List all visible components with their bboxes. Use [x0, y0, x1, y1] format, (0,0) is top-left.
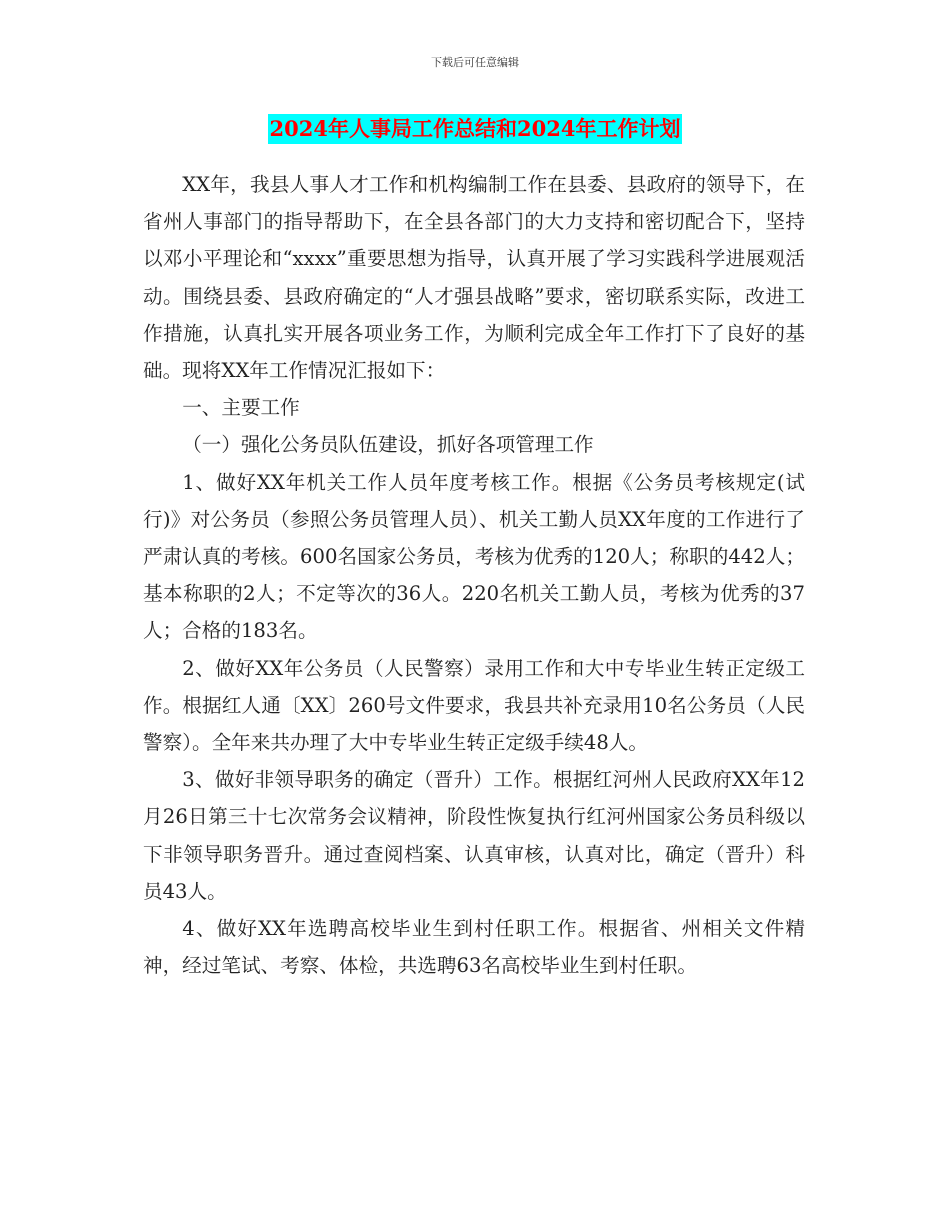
- paragraph-item-3: 3、做好非领导职务的确定（晋升）工作。根据红河州人民政府XX年12月26日第三十七次常务会议精神，阶段性恢复执行红河州国家公务员科级以下非领导职务晋升。通过查阅档案、认真审核，认真对比，确定（晋升）科员43人。: [143, 768, 805, 903]
- paragraph-intro: XX年，我县人事人才工作和机构编制工作在县委、县政府的领导下，在省州人事部门的指导帮助下，在全县各部门的大力支持和密切配合下，坚持以邓小平理论和“xxxx”重要思想为指导，认真开展了学习实践科学进展观活动。围绕县委、县政府确定的“人才强县战略”要求，密切联系实际，改进工作措施，认真扎实开展各项业务工作，为顺利完成全年工作打下了良好的基础。现将XX年工作情况汇报如下：: [143, 173, 805, 383]
- paragraph-item-1: 1、做好XX年机关工作人员年度考核工作。根据《公务员考核规定(试行)》对公务员（参照公务员管理人员）、机关工勤人员XX年度的工作进行了严肃认真的考核。600名国家公务员，考核为优秀的120人；称职的442人；基本称职的2人；不定等次的36人。220名机关工勤人员，考核为优秀的37人；合格的183名。: [143, 470, 805, 643]
- paragraph-item-2: 2、做好XX年公务员（人民警察）录用工作和大中专毕业生转正定级工作。根据红人通〔XX〕260号文件要求，我县共补充录用10名公务员（人民警察）。全年来共办理了大中专毕业生转正定级手续48人。: [143, 656, 805, 755]
- header-note: 下载后可任意编辑: [431, 56, 519, 69]
- paragraph-item-4: 4、做好XX年选聘高校毕业生到村任职工作。根据省、州相关文件精神，经过笔试、考察、体检，共选聘63名高校毕业生到村任职。: [143, 917, 805, 978]
- document-title: 2024年人事局工作总结和2024年工作计划: [268, 114, 683, 144]
- subsection-heading-civil-servants: （一）强化公务员队伍建设，抓好各项管理工作: [182, 433, 594, 457]
- title-container: [0, 114, 950, 144]
- section-heading-main-work: 一、主要工作: [182, 396, 300, 420]
- document-body: [143, 166, 805, 984]
